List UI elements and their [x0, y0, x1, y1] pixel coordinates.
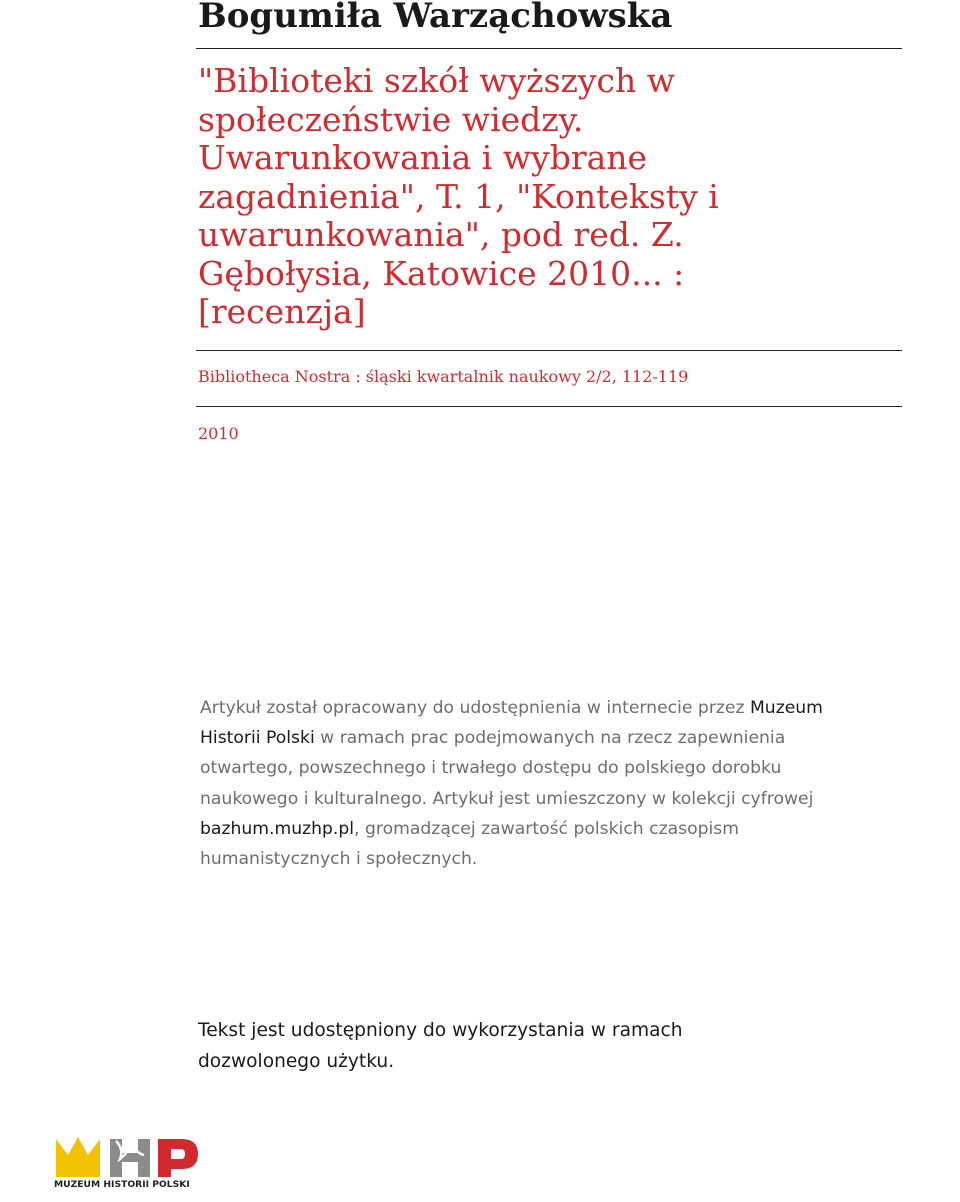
museum-name: Muzeum Historii Polski [200, 698, 823, 749]
divider-top [196, 48, 902, 49]
license-notice: Tekst jest udostępniony do wykorzystania w ramach dozwolonego użytku. [198, 1020, 683, 1072]
source-citation: Bibliotheca Nostra : śląski kwartalnik naukowy 2/2, 112-119 [198, 367, 689, 386]
digitization-notice [200, 693, 880, 874]
publication-year: 2010 [198, 424, 239, 443]
notice-text-3: , gromadzącej zawartość polskich czasopism humanistycznych i społecznych. [200, 818, 740, 870]
divider-middle [196, 350, 902, 351]
divider-bottom [196, 406, 902, 407]
collection-link[interactable]: bazhum.muzhp.pl [200, 818, 355, 839]
museum-logo-icon [54, 1135, 204, 1179]
article-title: "Biblioteki szkół wyższych w społeczeństwie wiedzy. Uwarunkowania i wybrane zagadnienia", T. 1, "Konteksty i uwarunkowania", pod red. Z. Gębołysia, Katowice 2010... : [recenzja] [198, 61, 719, 331]
notice-text-1: Artykuł został opracowany do udostępnienia w internecie przez [200, 698, 750, 718]
museum-logo [54, 1135, 204, 1193]
notice-text-2: w ramach prac podejmowanych na rzecz zapewnienia otwartego, powszechnego i trwałego dostępu do polskiego dorobku naukowego i kulturalnego. Artykuł jest umieszczony w kolekcji cyfrowej [200, 728, 814, 809]
author-name: Bogumiła Warząchowska [198, 0, 673, 36]
museum-logo-label: MUZEUM HISTORII POLSKI [54, 1179, 190, 1190]
